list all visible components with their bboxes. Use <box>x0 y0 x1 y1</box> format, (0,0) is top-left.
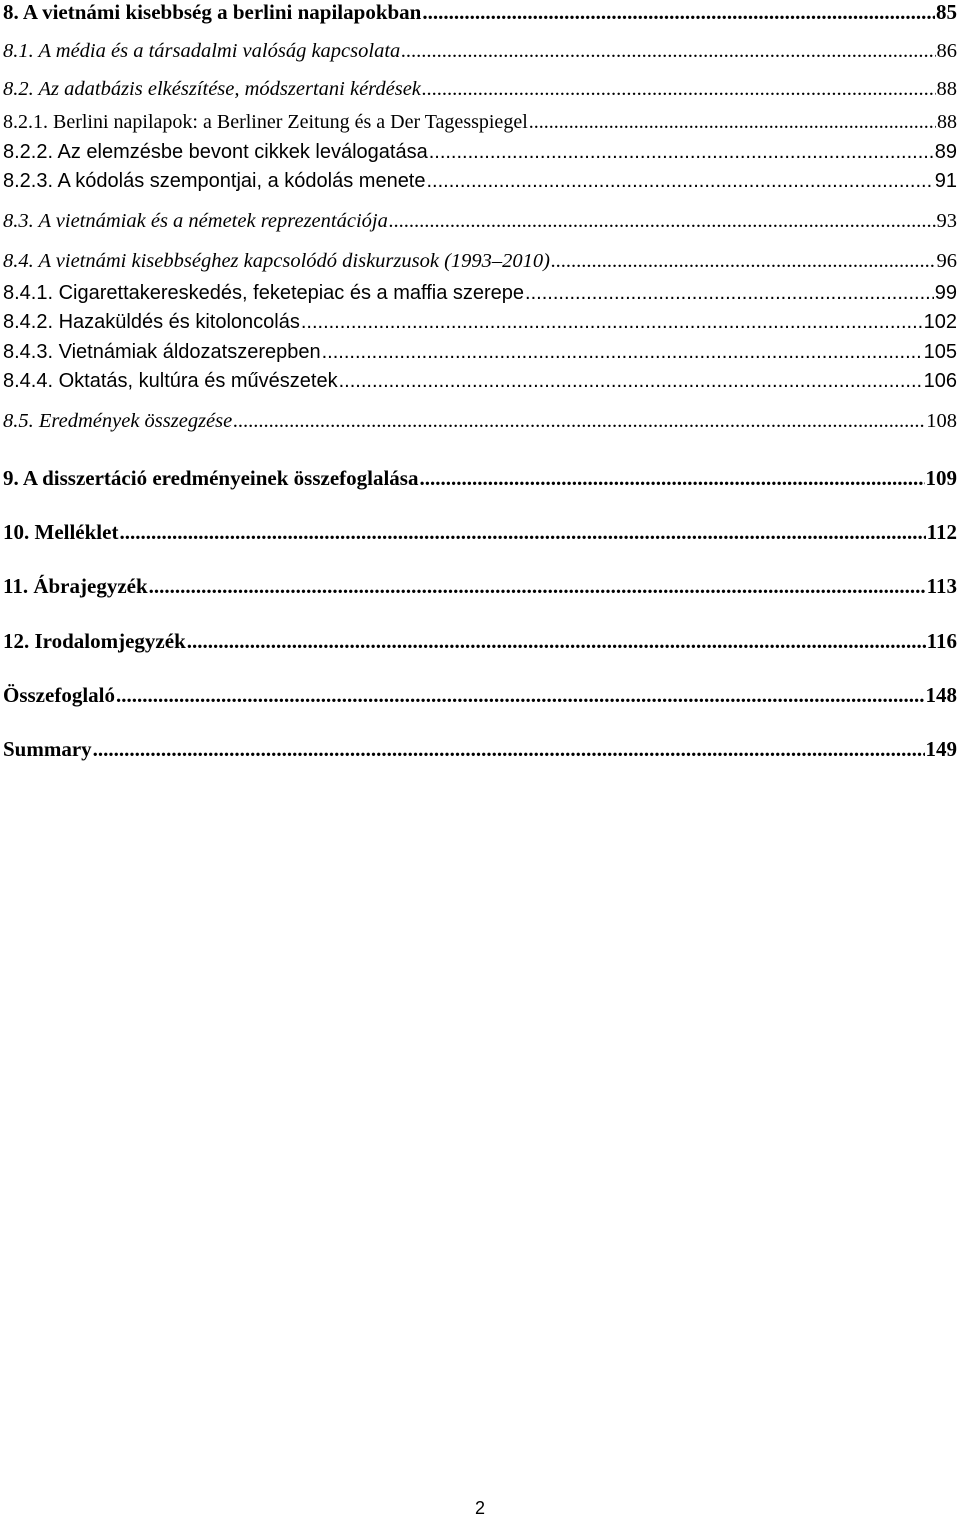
toc-entry-page: 96 <box>936 250 957 272</box>
dot-leader <box>389 210 936 233</box>
toc-entry[interactable] <box>3 683 957 708</box>
toc-entry-label: 8.2.3. A kódolás szempontjai, a kódolás menete <box>3 170 426 192</box>
toc-entry[interactable] <box>3 170 957 193</box>
toc-entry-page: 88 <box>937 111 957 133</box>
toc-entry-page: 85 <box>936 0 957 24</box>
toc-entry-label: 8.4. A vietnámi kisebbséghez kapcsolódó diskurzusok (1993–2010) <box>3 250 550 272</box>
toc-entry-page: 93 <box>936 210 957 232</box>
dot-leader <box>422 78 936 101</box>
toc-entry-label: Summary <box>3 737 92 761</box>
toc-entry-page: 148 <box>925 683 957 707</box>
dot-leader <box>322 341 923 364</box>
toc-entry[interactable] <box>3 629 957 654</box>
toc-entry-label: 8.4.3. Vietnámiak áldozatszerepben <box>3 341 321 363</box>
toc-entry-label: 8.2.2. Az elemzésbe bevont cikkek leválogatása <box>3 141 428 163</box>
toc-entry[interactable] <box>3 282 957 305</box>
toc-entry-label: Összefoglaló <box>3 683 115 707</box>
toc-entry[interactable] <box>3 78 957 101</box>
toc-entry[interactable] <box>3 574 957 599</box>
toc-entry-label: 9. A disszertáció eredményeinek összefoglalása <box>3 466 419 490</box>
toc-entry-label: 8.1. A média és a társadalmi valóság kapcsolata <box>3 40 401 62</box>
toc-entry-page: 106 <box>923 370 957 392</box>
toc-entry[interactable] <box>3 111 957 134</box>
dot-leader <box>119 520 925 545</box>
toc-entry[interactable] <box>3 0 957 25</box>
toc-entry[interactable] <box>3 311 957 334</box>
toc-entry-label: 10. Melléklet <box>3 520 119 544</box>
toc-entry[interactable] <box>3 466 957 491</box>
toc-entry[interactable] <box>3 250 957 273</box>
dot-leader <box>427 170 934 193</box>
toc-entry[interactable] <box>3 141 957 164</box>
toc-entry[interactable] <box>3 520 957 545</box>
toc-entry-label: 8.4.2. Hazaküldés és kitoloncolás <box>3 311 300 333</box>
toc-entry-label: 12. Irodalomjegyzék <box>3 629 186 653</box>
toc-entry[interactable] <box>3 737 957 762</box>
dot-leader <box>419 466 924 491</box>
toc-entry-page: 116 <box>926 629 957 653</box>
toc-entry-page: 89 <box>934 141 957 163</box>
toc-entry[interactable] <box>3 40 957 63</box>
dot-leader <box>93 737 925 762</box>
toc-entry[interactable] <box>3 210 957 233</box>
toc-entry-label: 11. Ábrajegyzék <box>3 574 148 598</box>
toc-entry-label: 8.2. Az adatbázis elkészítése, módszertani kérdések <box>3 78 421 100</box>
toc-entry[interactable] <box>3 341 957 364</box>
dot-leader <box>149 574 926 599</box>
toc-entry-label: 8.2.1. Berlini napilapok: a Berliner Zeitung és a Der Tagesspiegel <box>3 111 528 133</box>
toc-entry-page: 91 <box>934 170 957 192</box>
dot-leader <box>339 370 923 393</box>
toc-entry-page: 109 <box>925 466 957 490</box>
dot-leader <box>529 111 936 134</box>
toc-entry[interactable] <box>3 370 957 393</box>
toc-entry-page: 112 <box>926 520 957 544</box>
dot-leader <box>301 311 923 334</box>
toc-entry-label: 8. A vietnámi kisebbség a berlini napilapokban <box>3 0 422 24</box>
dot-leader <box>116 683 925 708</box>
dot-leader <box>429 141 934 164</box>
toc-entry-page: 88 <box>936 78 957 100</box>
toc-entry-page: 99 <box>934 282 957 304</box>
toc-entry-page: 113 <box>926 574 957 598</box>
toc-entry-label: 8.4.1. Cigarettakereskedés, feketepiac és a maffia szerepe <box>3 282 525 304</box>
toc-entry-label: 8.4.4. Oktatás, kultúra és művészetek <box>3 370 338 392</box>
toc-entry-page: 102 <box>923 311 957 333</box>
dot-leader <box>233 410 925 433</box>
toc-entry-page: 149 <box>925 737 957 761</box>
toc-entry-page: 86 <box>936 40 957 62</box>
dot-leader <box>187 629 926 654</box>
dot-leader <box>401 40 935 63</box>
dot-leader <box>525 282 934 305</box>
page-number: 2 <box>474 1498 485 1518</box>
toc-entry-page: 108 <box>926 410 957 432</box>
dot-leader <box>551 250 936 273</box>
toc-entry-label: 8.5. Eredmények összegzése <box>3 410 233 432</box>
toc-entry[interactable] <box>3 410 957 433</box>
toc-entry-page: 105 <box>923 341 957 363</box>
dot-leader <box>422 0 935 25</box>
toc-entry-label: 8.3. A vietnámiak és a németek reprezentációja <box>3 210 388 232</box>
